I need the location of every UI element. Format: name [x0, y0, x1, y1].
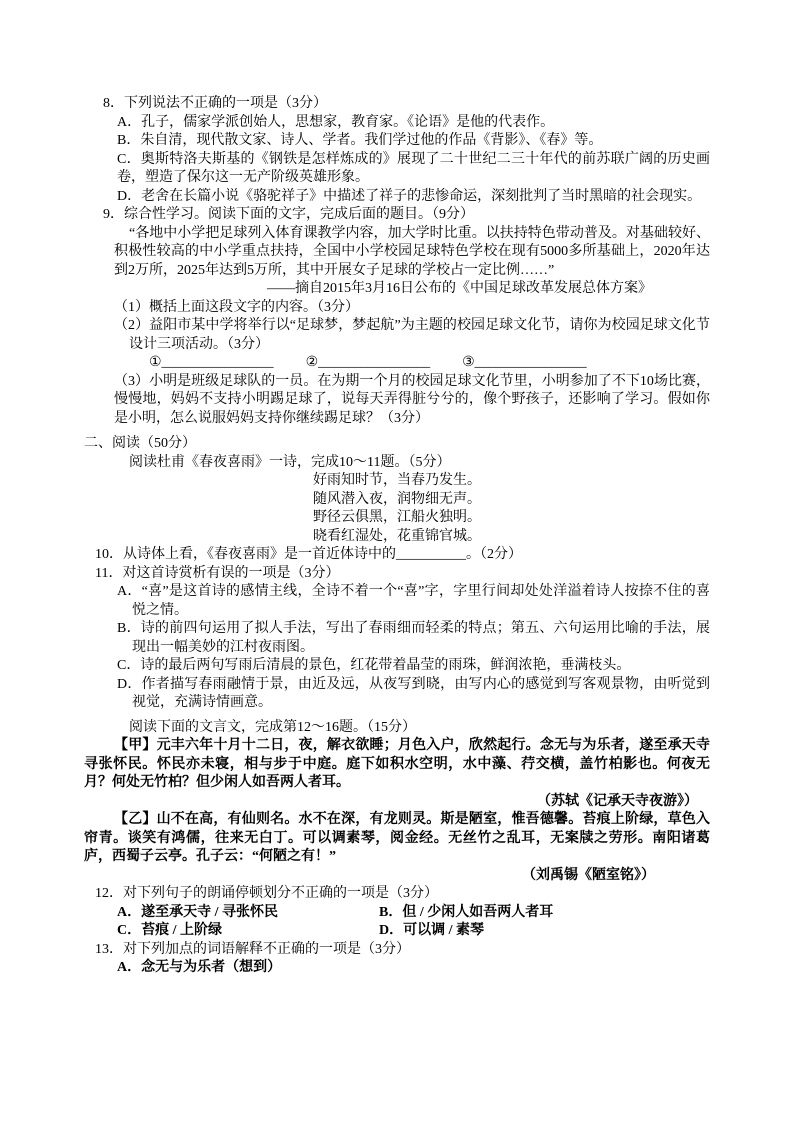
q10-stem: 10．从诗体上看，《春夜喜雨》是一首近体诗中的__________。（2分） — [95, 547, 522, 562]
q8-option-d: D．老舍在长篇小说《骆驼祥子》中描述了祥子的悲惨命运，深刻批判了当时黑暗的社会现实。 — [117, 188, 702, 204]
q12-option-d: D．可以调 / 素琴 — [379, 923, 484, 938]
answer-blank-3: ③________________ — [462, 355, 587, 370]
q11-option-b: B．诗的前四句运用了拟人手法，写出了春雨细而轻柔的特点；第五、六句运用比喻的手法，展现出一幅美妙的江村夜雨图。 — [117, 621, 710, 655]
q9-subquestion-2: （2）益阳市某中学将举行以“足球梦，梦起航”为主题的校园足球文化节，请你为校园足球文化节设计三项活动。（3分） — [114, 318, 710, 352]
q9-quoted-passage: “各地中小学把足球列入体育课教学内容，加大学时比重。以扶持特色带动普及。对基础较好、积极性较高的中小学重点扶持，全国中小学校园足球特色学校在现有5000多所基础上，2020年达到2万所，2025年达到5万所，其中开展女子足球的学校占一定比例……” — [114, 225, 710, 278]
q11-stem: 11．对这首诗赏析有误的一项是（3分） — [95, 565, 340, 581]
q9-subquestion-3: （3）小明是班级足球队的一员。在为期一个月的校园足球文化节里，小明参加了不下10场比赛，慢慢地，妈妈不支持小明踢足球了，说每天弄得脏兮兮的，像个野孩子，还影响了学习。假如你是小明，怎么说服妈妈支持你继续踢足球？（3分） — [114, 373, 710, 426]
q11-option-a: A．“喜”是这首诗的感情主线，全诗不着一个“喜”字，字里行间却处处洋溢着诗人按捺不住的喜悦之情。 — [117, 584, 710, 618]
q11-option-c: C．诗的最后两句写雨后清晨的景色，红花带着晶莹的雨珠，鲜润浓艳，垂满枝头。 — [117, 658, 631, 673]
q12-option-a: A．遂至承天寺 / 寻张怀民 — [117, 904, 278, 920]
q8-option-a: A．孔子，儒家学派创始人，思想家，教育家。《论语》是他的代表作。 — [117, 114, 555, 130]
poem-line-3: 野径云俱黑，江船火独明。 — [313, 510, 481, 525]
q8-stem: 8．下列说法不正确的一项是（3分） — [103, 96, 327, 111]
poem-line-1: 好雨知时节，当春乃发生。 — [313, 473, 481, 488]
q8-option-c: C．奥斯特洛夫斯基的《钢铁是怎样炼成的》展现了二十世纪二三十年代的前苏联广阔的历史画卷，塑造了保尔这一无产阶级英雄形象。 — [117, 151, 710, 185]
question-8 — [84, 95, 710, 206]
poem-reading-intro: 阅读杜甫《春夜喜雨》一诗，完成10～11题。（5分） — [129, 454, 451, 470]
q9-quote-source: ——摘自2015年3月16日公布的《中国足球改革发展总体方案》 — [267, 281, 652, 296]
question-13 — [84, 941, 710, 978]
question-12 — [84, 885, 710, 941]
q8-option-b: B．朱自清，现代散文家、诗人、学者。我们学过他的作品《背影》、《春》等。 — [117, 133, 603, 148]
poem-line-4: 晓看红湿处，花重锦官城。 — [313, 528, 481, 544]
question-11 — [84, 565, 710, 713]
section-2-title: 二、阅读（50分） — [84, 436, 196, 451]
q11-option-d: D．作者描写春雨融情于景，由近及远，从夜写到晓，由写内心的感觉到写客观景物，由听觉到视觉，充满诗情画意。 — [117, 676, 710, 710]
question-9 — [84, 206, 710, 428]
classical-reading-intro: 阅读下面的文言文，完成第12～16题。（15分） — [129, 719, 416, 735]
q12-stem: 12．对下列句子的朗诵停顿划分不正确的一项是（3分） — [95, 886, 438, 901]
poem-chunyexiyu — [84, 472, 710, 546]
answer-blank-1: ①________________ — [149, 355, 274, 370]
passage-jia-source: （苏轼《记承天寺夜游》） — [537, 793, 698, 809]
q9-subquestion-1: （1）概括上面这段文字的内容。（3分） — [114, 299, 359, 315]
q9-answer-blanks — [149, 354, 710, 373]
q13-stem: 13．对下列加点的词语解释不正确的一项是（3分） — [95, 941, 410, 957]
answer-blank-2: ②________________ — [305, 355, 431, 370]
q12-option-b: B．但 / 少闲人如吾两人者耳 — [379, 904, 554, 920]
passage-yi: 【乙】山不在高，有仙则名。水不在深，有龙则灵。斯是陋室，惟吾德馨。苔痕上阶绿，草色入帘青。谈笑有鸿儒，往来无白丁。可以调素琴，阅金经。无丝竹之乱耳，无案牍之劳形。南阳诸葛庐，西蜀子云亭。孔子云：“何陋之有！” — [84, 812, 710, 864]
q12-options-row-1 — [117, 904, 710, 923]
q12-option-c: C．苔痕 / 上阶绿 — [117, 923, 222, 938]
q12-options-row-2 — [117, 922, 710, 941]
q9-stem: 9．综合性学习。阅读下面的文字，完成后面的题目。（9分） — [103, 207, 474, 222]
poem-line-2: 随风潜入夜，润物细无声。 — [313, 491, 481, 507]
q13-option-a: A．念无与为乐者（想到） — [117, 960, 282, 975]
passage-yi-source: （刘禹锡《陋室铭》） — [522, 867, 655, 883]
passage-jia: 【甲】元丰六年十月十二日，夜，解衣欲睡；月色入户，欣然起行。念无与为乐者，遂至承天寺寻张怀民。怀民亦未寝，相与步于中庭。庭下如积水空明，水中藻、荇交横，盖竹柏影也。何夜无月？何处无竹柏？但少闲人如吾两人者耳。 — [84, 738, 710, 790]
